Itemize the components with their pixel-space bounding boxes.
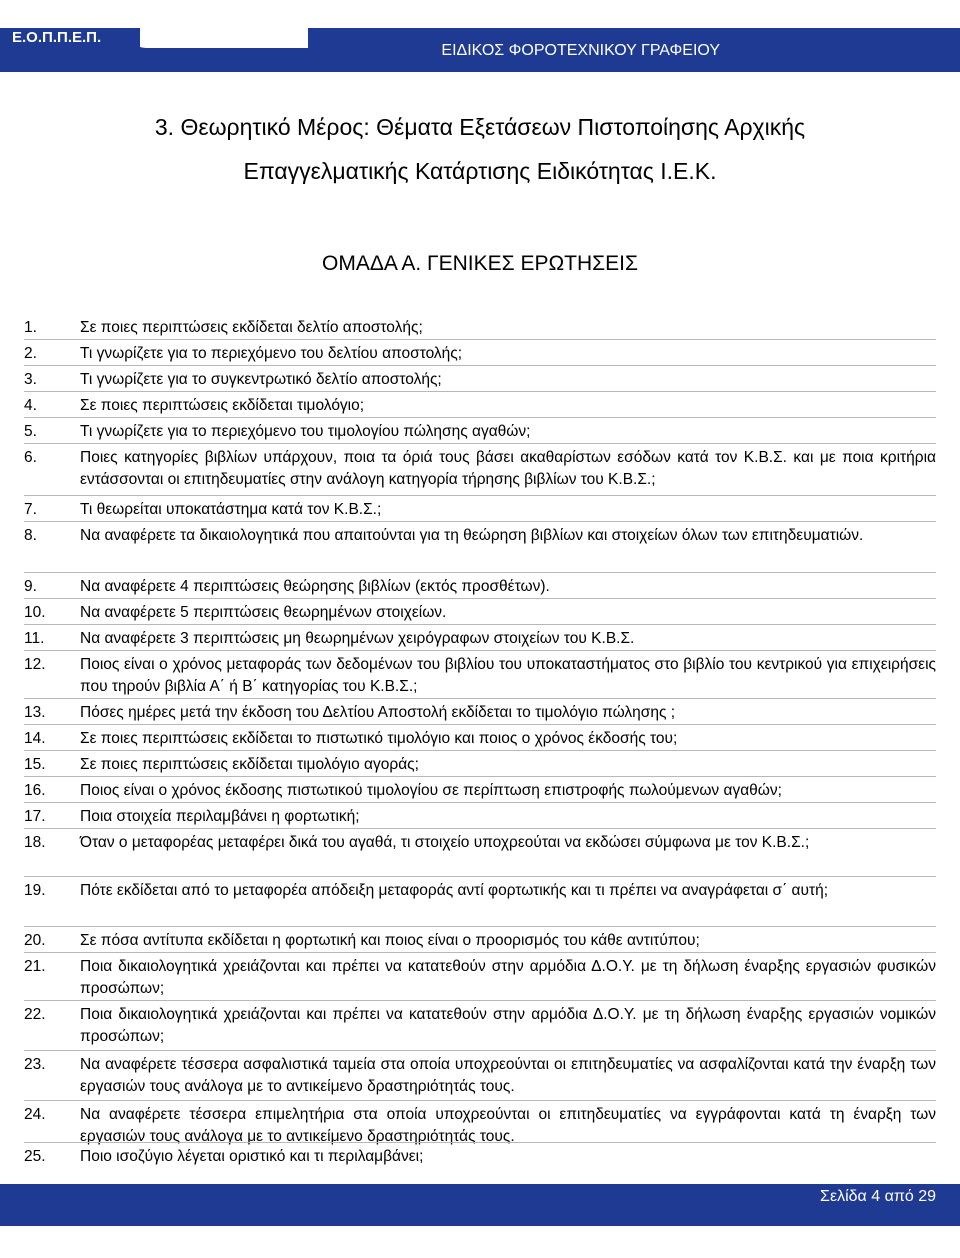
- row-separator: [24, 391, 936, 392]
- question-number: 15.: [24, 756, 46, 773]
- question-text: Τι γνωρίζετε για το περιεχόμενο του δελτίου αποστολής;: [80, 345, 463, 362]
- question-text: Τι θεωρείται υποκατάστημα κατά τον Κ.Β.Σ.;: [80, 501, 382, 518]
- question-item: [24, 447, 936, 491]
- question-item: [24, 576, 936, 598]
- question-text: Ποια στοιχεία περιλαμβάνει η φορτωτική;: [80, 808, 360, 825]
- question-number: 11.: [24, 630, 45, 647]
- question-text: Να αναφέρετε 4 περιπτώσεις θεώρησης βιβλίων (εκτός προσθέτων).: [80, 578, 550, 595]
- question-text: Πότε εκδίδεται από το μεταφορέα απόδειξη μεταφοράς αντί φορτωτικής και τι πρέπει να αναγράφεται σ΄ αυτή;: [80, 882, 829, 899]
- question-item: [24, 343, 936, 365]
- page-title-line1: 3. Θεωρητικό Μέρος: Θέματα Εξετάσεων Πιστοποίησης Αρχικής: [154, 114, 806, 140]
- header-tab-notch: [128, 28, 308, 48]
- question-number: 21.: [24, 958, 46, 975]
- row-separator: [24, 952, 936, 953]
- question-item: [24, 806, 936, 828]
- question-item: [24, 395, 936, 417]
- question-item: [24, 1146, 936, 1168]
- row-separator: [24, 876, 936, 877]
- question-item: [24, 1004, 936, 1048]
- row-separator: [24, 1142, 936, 1143]
- question-item: [24, 780, 936, 802]
- question-number: 22.: [24, 1006, 46, 1023]
- row-separator: [24, 572, 936, 573]
- question-number: 17.: [24, 808, 46, 825]
- question-text: Ποια δικαιολογητικά χρειάζονται και πρέπει να κατατεθούν στην αρμόδια Δ.Ο.Υ. με τη δήλωση έναρξης εργασιών φυσικών προσώπων;: [80, 958, 936, 997]
- question-number: 2.: [24, 345, 37, 362]
- question-item: [24, 654, 936, 698]
- question-number: 23.: [24, 1056, 46, 1073]
- question-text: Τι γνωρίζετε για το περιεχόμενο του τιμολογίου πώλησης αγαθών;: [80, 423, 531, 440]
- question-number: 6.: [24, 449, 37, 466]
- question-item: [24, 728, 936, 750]
- row-separator: [24, 339, 936, 340]
- question-item: [24, 602, 936, 624]
- question-number: 16.: [24, 782, 46, 799]
- question-number: 14.: [24, 730, 46, 747]
- question-text: Να αναφέρετε τέσσερα επιμελητήρια στα οποία υποχρεούνται οι επιτηδευματίες να εγγράφονται κατά τη έναρξη των εργασιών τους ανάλογα με το αντικείμενο δραστηριότητάς τους.: [80, 1106, 936, 1145]
- question-text: Ποιος είναι ο χρόνος έκδοσης πιστωτικού τιμολογίου σε περίπτωση επιστροφής πωλούμενων αγαθών;: [80, 782, 782, 799]
- question-item: [24, 930, 936, 952]
- row-separator: [24, 650, 936, 651]
- question-number: 7.: [24, 501, 37, 518]
- question-number: 5.: [24, 423, 37, 440]
- question-text: Ποια δικαιολογητικά χρειάζονται και πρέπει να κατατεθούν στην αρμόδια Δ.Ο.Υ. με τη δήλωση έναρξης εργασιών νομικών προσώπων;: [80, 1006, 936, 1045]
- office-name: ΕΙΔΙΚΟΣ ΦΟΡΟΤΕΧΝΙΚΟΥ ΓΡΑΦΕΙΟΥ: [441, 42, 720, 59]
- question-item: [24, 702, 936, 724]
- question-text: Να αναφέρετε 5 περιπτώσεις θεωρημένων στοιχείων.: [80, 604, 447, 621]
- row-separator: [24, 802, 936, 803]
- question-text: Να αναφέρετε τέσσερα ασφαλιστικά ταμεία στα οποία υποχρεούνται οι επιτηδευματίες να ασφαλίζονται κατά την έναρξη των εργασιών τους ανάλογα με το αντικείμενο δραστηριότητάς τους.: [80, 1056, 936, 1095]
- question-item: [24, 317, 936, 339]
- question-number: 9.: [24, 578, 37, 595]
- row-separator: [24, 750, 936, 751]
- row-separator: [24, 926, 936, 927]
- question-number: 4.: [24, 397, 37, 414]
- question-number: 10.: [24, 604, 46, 621]
- row-separator: [24, 624, 936, 625]
- question-text: Όταν ο μεταφορέας μεταφέρει δικά του αγαθά, τι στοιχείο υποχρεούται να εκδώσει σύμφωνα με τον Κ.Β.Σ.;: [80, 834, 810, 851]
- row-separator: [24, 598, 936, 599]
- question-item: [24, 754, 936, 776]
- question-number: 13.: [24, 704, 46, 721]
- question-text: Να αναφέρετε 3 περιπτώσεις μη θεωρημένων χειρόγραφων στοιχείων του Κ.Β.Σ.: [80, 630, 635, 647]
- question-text: Τι γνωρίζετε για το συγκεντρωτικό δελτίο αποστολής;: [80, 371, 442, 388]
- row-separator: [24, 495, 936, 496]
- row-separator: [24, 1000, 936, 1001]
- page-number: Σελίδα 4 από 29: [820, 1188, 936, 1205]
- question-item: [24, 369, 936, 391]
- question-item: [24, 956, 936, 1000]
- question-number: 12.: [24, 656, 46, 673]
- question-text: Σε ποιες περιπτώσεις εκδίδεται το πιστωτικό τιμολόγιο και ποιος ο χρόνος έκδοσής του;: [80, 730, 678, 747]
- question-number: 20.: [24, 932, 46, 949]
- question-text: Σε ποιες περιπτώσεις εκδίδεται δελτίο αποστολής;: [80, 319, 423, 336]
- question-number: 24.: [24, 1106, 46, 1123]
- org-name: Ε.Ο.Π.Π.Ε.Π.: [0, 28, 140, 48]
- row-separator: [24, 698, 936, 699]
- question-text: Να αναφέρετε τα δικαιολογητικά που απαιτούνται για τη θεώρηση βιβλίων και στοιχείων όλων των επιτηδευματιών.: [80, 527, 864, 544]
- question-text: Ποιος είναι ο χρόνος μεταφοράς των δεδομένων του βιβλίου του υποκαταστήματος στο βιβλίο του κεντρικού για επιχειρήσεις που τηρούν βιβλία Α΄ ή Β΄ κατηγορίας του Κ.Β.Σ.;: [80, 656, 936, 695]
- row-separator: [24, 724, 936, 725]
- question-item: [24, 525, 936, 547]
- question-text: Σε ποιες περιπτώσεις εκδίδεται τιμολόγιο;: [80, 397, 365, 414]
- question-item: [24, 499, 936, 521]
- question-text: Πόσες ημέρες μετά την έκδοση του Δελτίου Αποστολή εκδίδεται το τιμολόγιο πώλησης ;: [80, 704, 676, 721]
- row-separator: [24, 365, 936, 366]
- question-text: Σε ποιες περιπτώσεις εκδίδεται τιμολόγιο αγοράς;: [80, 756, 419, 773]
- group-title: ΟΜΑΔΑ Α. ΓΕΝΙΚΕΣ ΕΡΩΤΗΣΕΙΣ: [322, 252, 638, 275]
- question-number: 25.: [24, 1148, 46, 1165]
- question-item: [24, 421, 936, 443]
- row-separator: [24, 828, 936, 829]
- question-item: [24, 1054, 936, 1098]
- row-separator: [24, 776, 936, 777]
- question-number: 1.: [24, 319, 37, 336]
- question-text: Ποιες κατηγορίες βιβλίων υπάρχουν, ποια τα όριά τους βάσει ακαθαρίστων εσόδων κατά τον Κ.Β.Σ. και με ποια κριτήρια εντάσσονται οι επιτηδευματίες στην ανάλογη κατηγορία τήρησης βιβλίων του Κ.Β.Σ.;: [80, 449, 936, 488]
- question-number: 8.: [24, 527, 37, 544]
- question-item: [24, 832, 936, 854]
- question-item: [24, 880, 936, 902]
- question-item: [24, 628, 936, 650]
- page-title-line2: Επαγγελματικής Κατάρτισης Ειδικότητας Ι.Ε.Κ.: [243, 158, 717, 184]
- row-separator: [24, 417, 936, 418]
- question-number: 19.: [24, 882, 46, 899]
- row-separator: [24, 1050, 936, 1051]
- question-text: Σε πόσα αντίτυπα εκδίδεται η φορτωτική και ποιος είναι ο προορισμός του κάθε αντιτύπου;: [80, 932, 700, 949]
- question-number: 18.: [24, 834, 46, 851]
- row-separator: [24, 1100, 936, 1101]
- row-separator: [24, 443, 936, 444]
- footer-bar: [0, 1184, 960, 1226]
- question-text: Ποιο ισοζύγιο λέγεται οριστικό και τι περιλαμβάνει;: [80, 1148, 424, 1165]
- row-separator: [24, 521, 936, 522]
- question-number: 3.: [24, 371, 37, 388]
